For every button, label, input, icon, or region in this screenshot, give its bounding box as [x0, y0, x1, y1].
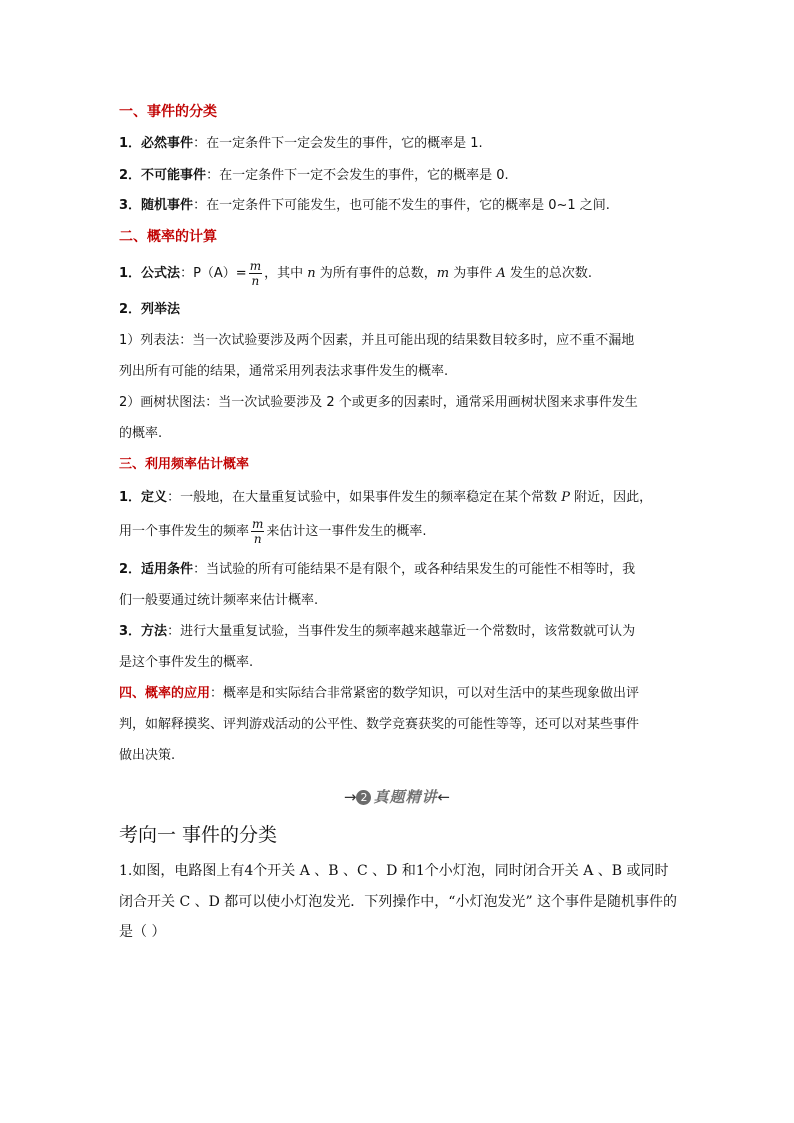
- list-tree-line1: 2）画树状图法：当一次试验要涉及 2 个或更多的因素时，通常采用画树状图来求事件发生: [119, 395, 638, 410]
- formula-number: 1．: [119, 266, 142, 281]
- def-line1: [119, 488, 652, 508]
- list-method-heading: [119, 300, 180, 320]
- item-term: 定义: [141, 490, 168, 505]
- sec4-text: ：概率是和实际结合非常紧密的数学知识，可以对生活中的某些现象做出评: [210, 686, 640, 701]
- item-text: ：在一定条件下一定会发生的事件，它的概率是 1.: [193, 136, 483, 151]
- def-line2: [119, 516, 427, 548]
- formula-line: [119, 258, 592, 290]
- formula-text: 为事件: [449, 266, 497, 281]
- formula-text: 为所有事件的总数，: [315, 266, 437, 281]
- item-number: 1．: [119, 136, 142, 151]
- method-line2: 是这个事件发生的概率.: [119, 655, 254, 670]
- question1-line2: 闭合开关 C 、D 都可以使小灯泡发光．下列操作中，“小灯泡发光” 这个事件是随机事件的: [119, 894, 678, 910]
- item-text: ：在一定条件下可能发生，也可能不发生的事件，它的概率是 0~1 之间.: [193, 198, 610, 213]
- section2-heading: 二、概率的计算: [119, 229, 217, 245]
- item-term: 适用条件: [141, 562, 194, 577]
- fraction: [249, 259, 262, 288]
- variable-a: A: [496, 266, 506, 281]
- banner-title: 真题精讲: [373, 788, 438, 806]
- item-term: 列举法: [141, 302, 181, 317]
- cond-text: ：当试验的所有可能结果不是有限个，或各种结果发生的可能性不相等时，我: [193, 562, 636, 577]
- fraction: [251, 517, 264, 546]
- item-number: 2．: [119, 302, 142, 317]
- fraction-denominator: n: [251, 274, 260, 288]
- formula-text: 发生的总次数.: [505, 266, 592, 281]
- item-term: 方法: [141, 624, 168, 639]
- item-number: 2．: [119, 562, 142, 577]
- section1-heading: 一、事件的分类: [119, 104, 217, 120]
- variable-p: P: [561, 490, 570, 505]
- fraction-denominator: n: [253, 532, 262, 546]
- cond-line1: [119, 560, 635, 580]
- number-badge: 2: [356, 790, 371, 805]
- fraction-numerator: m: [249, 259, 262, 273]
- question1-line1: 1.如图，电路图上有4个开关 A 、B 、C 、D 和1个小灯泡，同时闭合开关 A 、B 或同时: [119, 863, 669, 879]
- item-term: 随机事件: [141, 198, 194, 213]
- section-banner: [0, 786, 794, 807]
- item-term: 不可能事件: [141, 168, 207, 183]
- sec4-line1: [119, 684, 639, 704]
- kaoxiang-heading: 考向一 事件的分类: [119, 824, 278, 846]
- def-text: ：一般地，在大量重复试验中，如果事件发生的频率稳定在某个常数: [167, 490, 562, 505]
- item-number: 3．: [119, 198, 142, 213]
- section3-heading: 三、利用频率估计概率: [119, 457, 250, 472]
- section4-heading: 四、概率的应用: [119, 686, 211, 701]
- def-text: 附近，因此，: [569, 490, 653, 505]
- formula-term: 公式法: [141, 266, 181, 281]
- fraction-numerator: m: [252, 517, 264, 531]
- def-text: 来估计这一事件发生的概率.: [266, 524, 427, 539]
- method-text: ：进行大量重复试验，当事件发生的频率越来越靠近一个常数时，该常数就可认为: [167, 624, 636, 639]
- list-tree-line2: 的概率.: [119, 426, 163, 441]
- item-text: ：在一定条件下一定不会发生的事件，它的概率是 0.: [206, 168, 509, 183]
- item-number: 2．: [119, 168, 142, 183]
- item-term: 必然事件: [141, 136, 194, 151]
- arrow-right-icon: →: [343, 788, 357, 806]
- sec4-line3: 做出决策.: [119, 748, 176, 763]
- list-table-line2: 列出所有可能的结果，通常采用列表法求事件发生的概率.: [119, 364, 449, 379]
- item-number: 1．: [119, 490, 142, 505]
- arrow-left-icon: ←: [437, 788, 451, 806]
- cond-line2: 们一般要通过统计频率来估计概率.: [119, 593, 319, 608]
- formula-prefix: ：P（A）=: [180, 266, 247, 281]
- sec1-item-2: [119, 166, 509, 186]
- list-table-line1: 1）列表法：当一次试验要涉及两个因素，并且可能出现的结果数目较多时，应不重不漏地: [119, 333, 635, 348]
- question1-line3: 是（ ）: [119, 924, 166, 940]
- sec1-item-1: [119, 134, 483, 154]
- item-number: 3．: [119, 624, 142, 639]
- method-line1: [119, 622, 635, 642]
- sec1-item-3: [119, 196, 610, 216]
- sec4-line2: 判，如解释摸奖、评判游戏活动的公平性、数学竞赛获奖的可能性等等，还可以对某些事件: [119, 717, 640, 732]
- def-text: 用一个事件发生的频率: [119, 524, 250, 539]
- variable-n: n: [307, 266, 316, 281]
- formula-text: ，其中: [264, 266, 308, 281]
- variable-m: m: [436, 266, 450, 281]
